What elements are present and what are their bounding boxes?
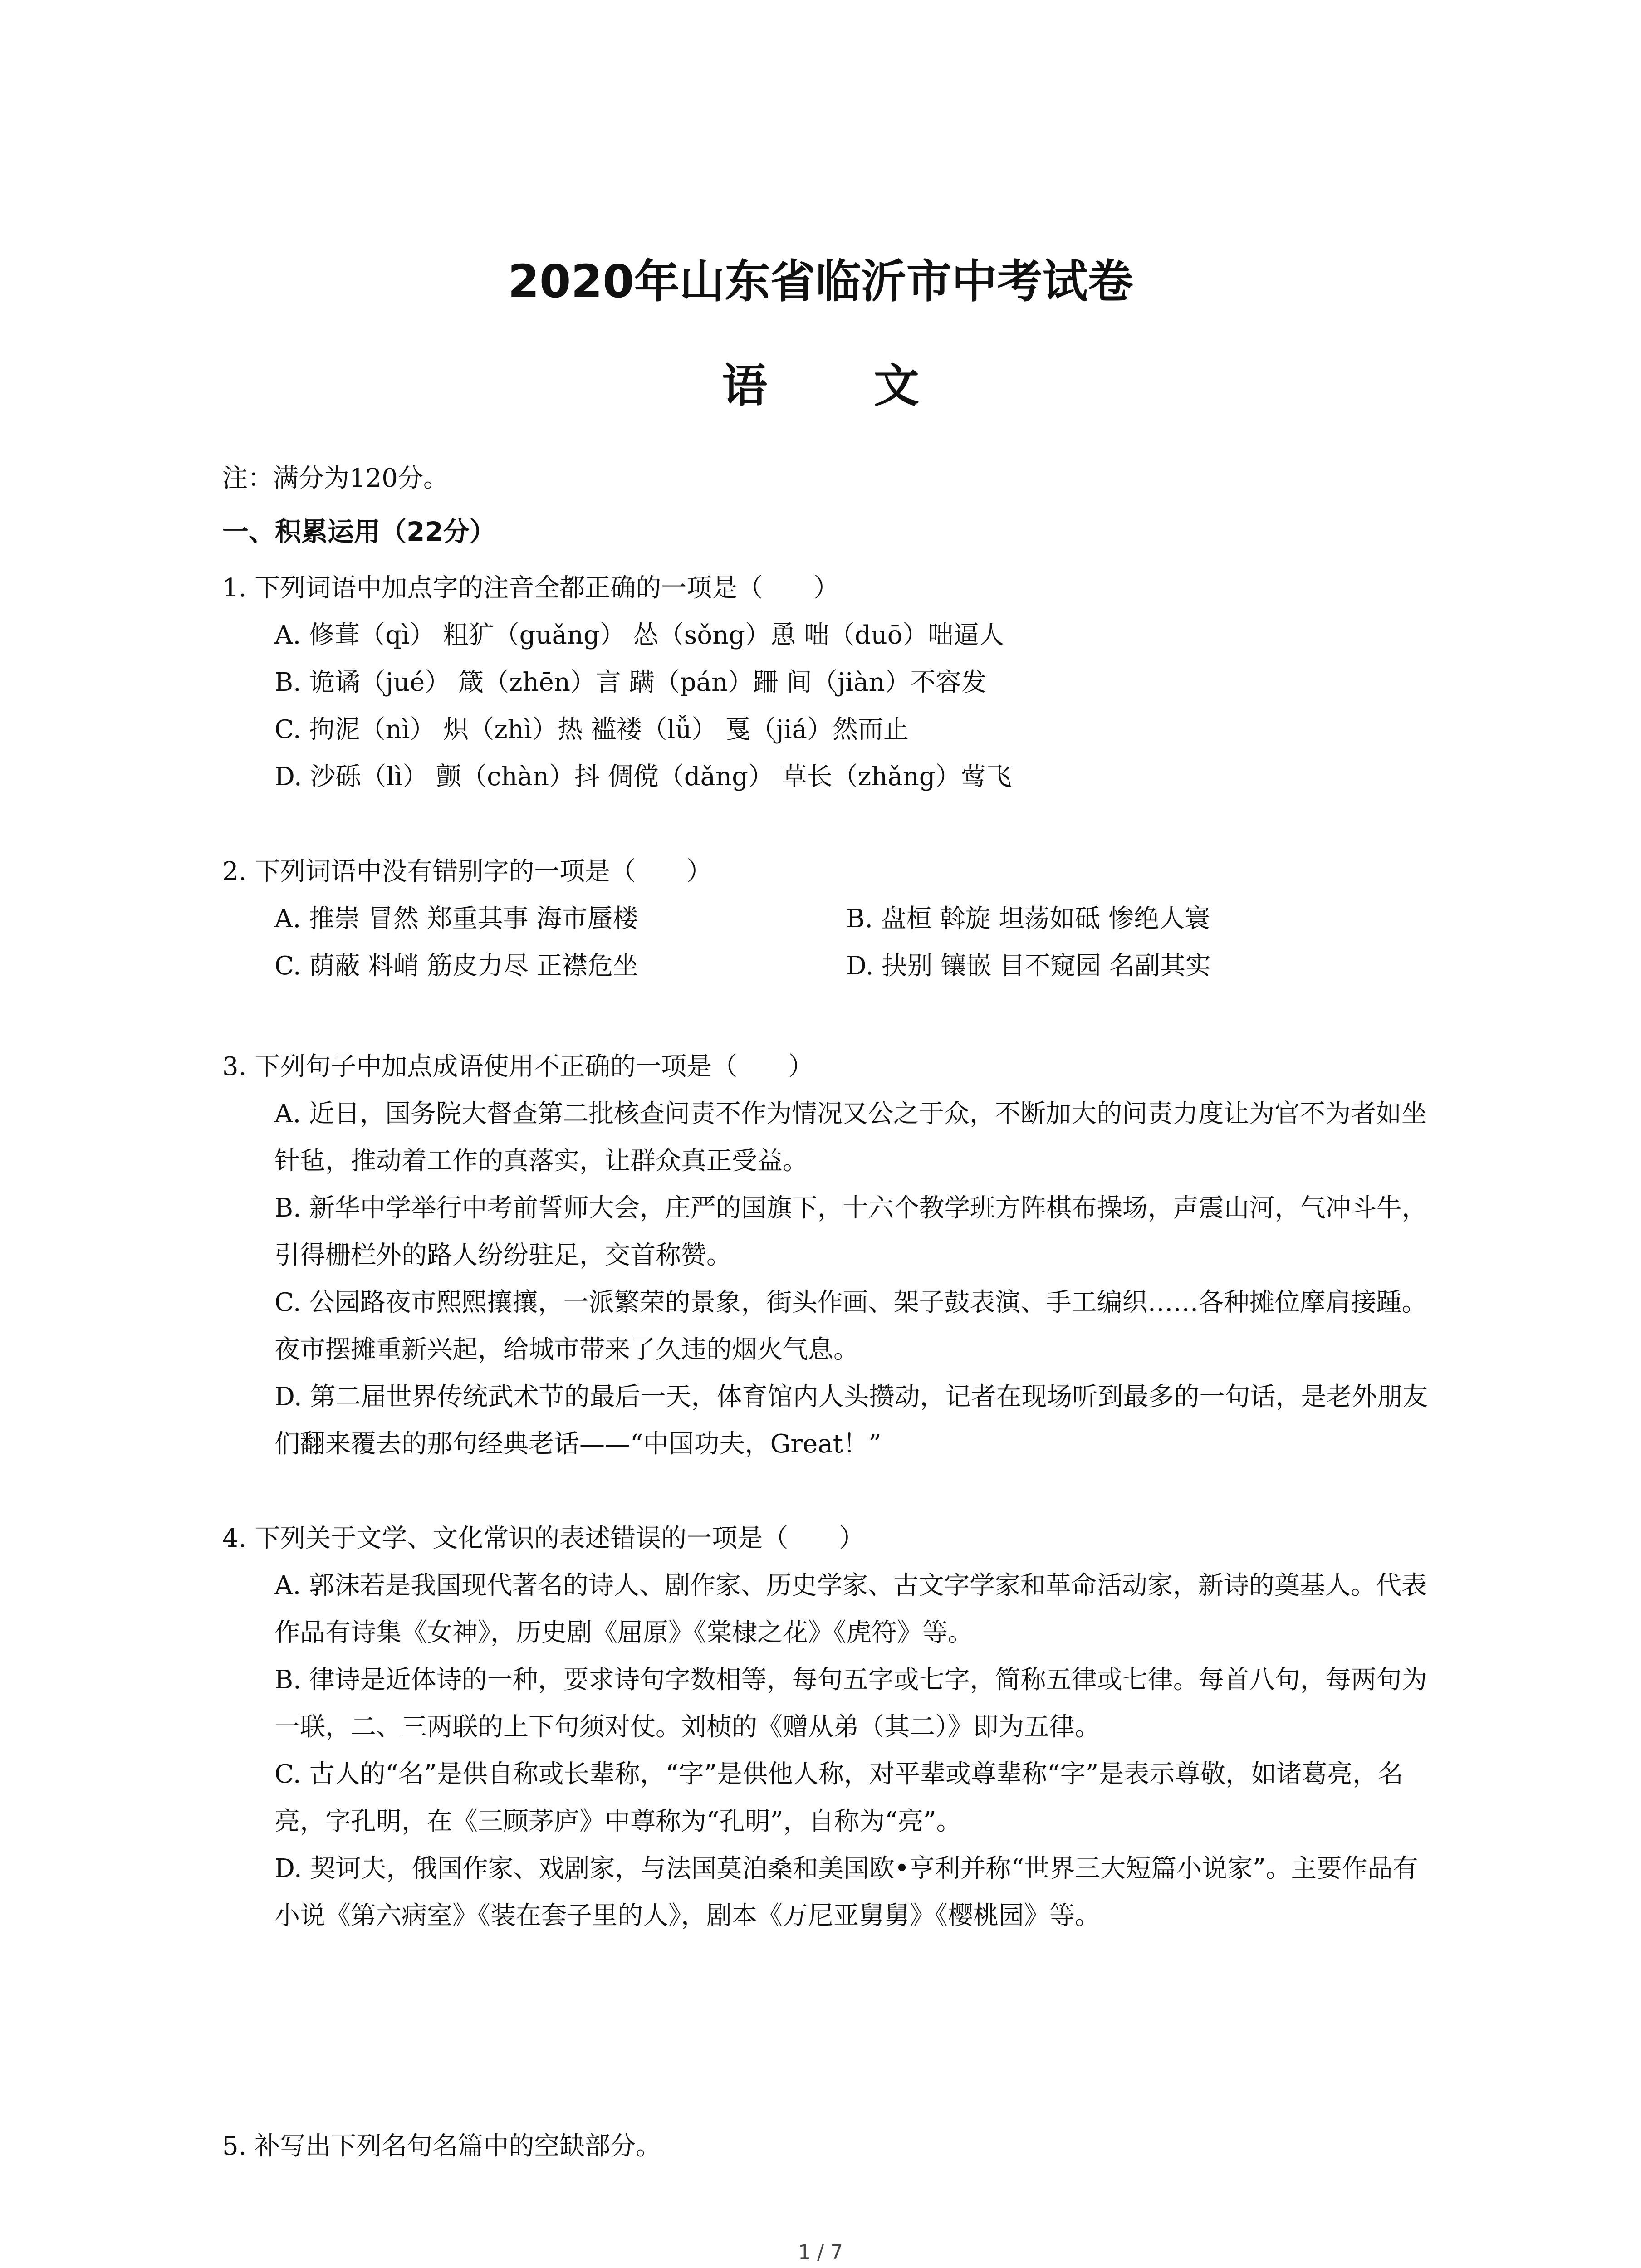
- option-a: A. 郭沫若是我国现代著名的诗人、剧作家、历史学家、古文字学家和革命活动家，新诗的奠基人。代表作品有诗集《女神》，历史剧《屈原》《棠棣之花》《虎符》等。: [274, 1571, 1427, 1647]
- question-stem: 1. 下列词语中加点字的注音全都正确的一项是（ ）: [222, 573, 839, 603]
- option-b: B. 盘桓 斡旋 坦荡如砥 惨绝人寰: [846, 904, 1210, 934]
- option-c: C. 古人的“名”是供自称或长辈称，“字”是供他人称，对平辈或尊辈称“字”是表示尊敬，如诸葛亮，名亮，字孔明，在《三顾茅庐》中尊称为“孔明”，自称为“亮”。: [274, 1760, 1404, 1836]
- question-3: [222, 1043, 1429, 1468]
- options-grid: [222, 895, 1429, 990]
- question-5: [222, 2123, 1429, 2170]
- question-stem: 5. 补写出下列名句名篇中的空缺部分。: [222, 2131, 661, 2161]
- option-c: C. 荫蔽 料峭 筋皮力尽 正襟危坐: [274, 951, 638, 981]
- option-a: A. 修葺（qì） 粗犷（guǎng） 怂（sǒng）恿 咄（duō）咄逼人: [274, 621, 1004, 650]
- option-c: C. 拘泥（nì） 炽（zhì）热 褴褛（lǚ） 戛（jiá）然而止: [274, 715, 909, 744]
- question-1: [222, 565, 1429, 801]
- option-a: A. 近日，国务院大督查第二批核查问责不作为情况又公之于众，不断加大的问责力度让为官不为者如坐针毡，推动着工作的真落实，让群众真正受益。: [274, 1099, 1427, 1176]
- question-stem: 3. 下列句子中加点成语使用不正确的一项是（ ）: [222, 1052, 814, 1081]
- option-d: D. 抉别 镶嵌 目不窥园 名副其实: [846, 951, 1211, 981]
- question-stem: 4. 下列关于文学、文化常识的表述错误的一项是（ ）: [222, 1524, 865, 1553]
- page-title: 2020年山东省临沂市中考试卷: [508, 255, 1133, 308]
- option-a: A. 推崇 冒然 郑重其事 海市蜃楼: [274, 904, 638, 934]
- option-d: D. 第二届世界传统武术节的最后一天，体育馆内人头攒动，记者在现场听到最多的一句话，是老外朋友们翻来覆去的那句经典老话——“中国功夫，Great！”: [274, 1382, 1428, 1459]
- question-stem: 2. 下列词语中没有错别字的一项是（ ）: [222, 857, 712, 886]
- question-2: [222, 848, 1429, 990]
- section-heading: 一、积累运用（22分）: [222, 516, 496, 547]
- subject-title: 语 文: [722, 359, 965, 412]
- option-b: B. 律诗是近体诗的一种，要求诗句字数相等，每句五字或七字，简称五律或七律。每首八句，每两句为一联，二、三两联的上下句须对仗。刘桢的《赠从弟（其二）》即为五律。: [274, 1665, 1427, 1742]
- option-b: B. 新华中学举行中考前誓师大会，庄严的国旗下，十六个教学班方阵棋布操场，声震山河，气冲斗牛，引得栅栏外的路人纷纷驻足，交首称赞。: [274, 1193, 1427, 1270]
- option-d: D. 沙砾（lì） 颤（chàn）抖 倜傥（dǎng） 草长（zhǎng）莺飞: [274, 762, 1012, 792]
- option-c: C. 公园路夜市熙熙攘攘，一派繁荣的景象，街头作画、架子鼓表演、手工编织……各种摊位摩肩接踵。夜市摆摊重新兴起，给城市带来了久违的烟火气息。: [274, 1288, 1427, 1364]
- score-note: 注：满分为120分。: [222, 464, 449, 493]
- page-number: 1 / 7: [798, 2241, 843, 2264]
- question-4: [222, 1515, 1429, 1940]
- option-b: B. 诡谲（jué） 箴（zhēn）言 蹒（pán）跚 间（jiàn）不容发: [274, 668, 987, 697]
- option-d: D. 契诃夫，俄国作家、戏剧家，与法国莫泊桑和美国欧•亨利并称“世界三大短篇小说家”。主要作品有小说《第六病室》《装在套子里的人》，剧本《万尼亚舅舅》《樱桃园》等。: [274, 1854, 1418, 1931]
